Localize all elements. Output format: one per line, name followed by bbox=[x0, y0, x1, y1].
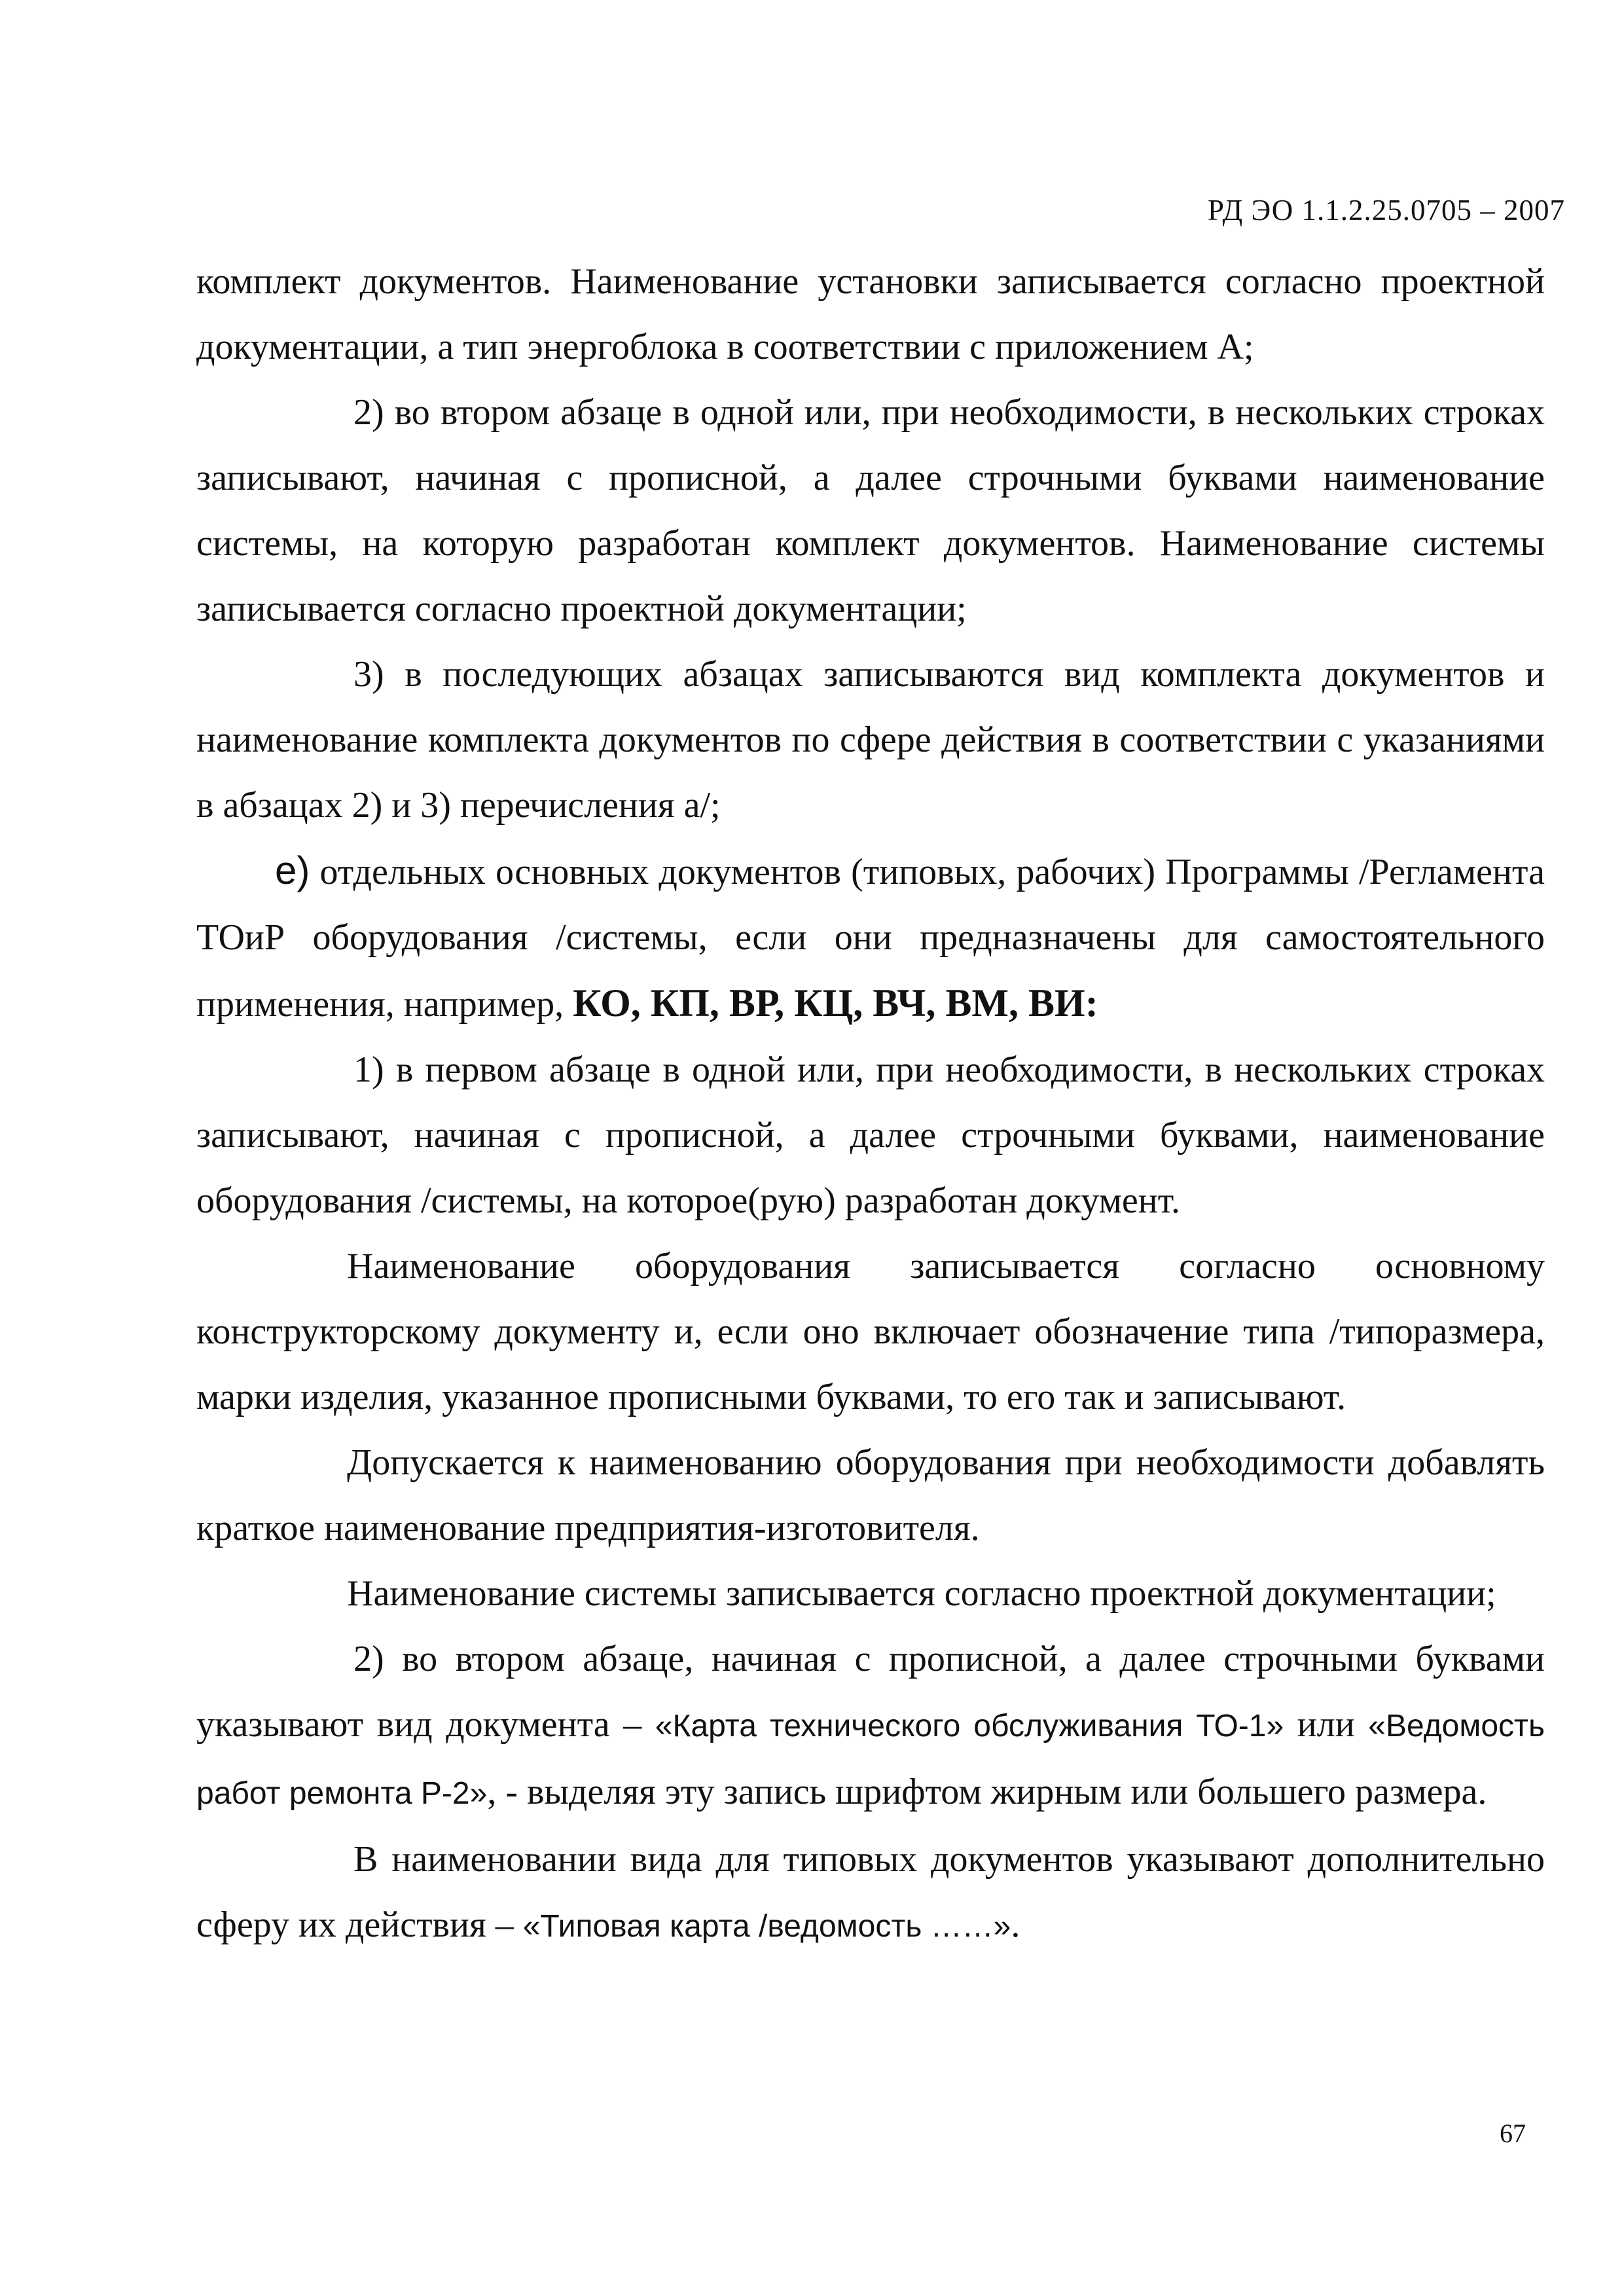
paragraph-10-end: . bbox=[1011, 1904, 1020, 1945]
paragraph-2: 2) во втором абзаце в одной или, при необходимости, в нескольких строках записывают, начиная с прописной, а далее строчными буквами наименование системы, на которую разработан комплект документов. Наименование системы записывается согласно проектной документации; bbox=[196, 392, 1545, 629]
paragraph-e bbox=[196, 838, 1545, 1037]
document-codes-colon: : bbox=[1085, 981, 1098, 1025]
document-body bbox=[196, 249, 1545, 1959]
paragraph-6: Наименование оборудования записывается согласно основному конструкторскому документу и, если оно включает обозначение типа /типоразмера, марки изделия, указанное прописными буквами, то его так и записывают. bbox=[196, 1246, 1545, 1417]
paragraph-9-or: или bbox=[1297, 1704, 1355, 1745]
quote-standard-card: «Типовая карта /ведомость ……» bbox=[522, 1909, 1011, 1944]
document-codes: КО, КП, ВР, КЦ, ВЧ, ВМ, ВИ bbox=[573, 981, 1085, 1025]
quote-repair-statement: «Ведомость работ ремонта Р-2» bbox=[196, 1709, 1545, 1811]
paragraph-9-end: , - выделяя эту запись шрифтом жирным или большего размера. bbox=[487, 1772, 1487, 1812]
paragraph-7: Допускается к наименованию оборудования при необходимости добавлять краткое наименование предприятия-изготовителя. bbox=[196, 1442, 1545, 1548]
paragraph-e-text: отдельных основных документов (типовых, рабочих) Программы /Регламента ТОиР оборудования /системы, если они предназначены для самостоятельного применения, например, bbox=[196, 852, 1545, 1025]
page-number: 67 bbox=[1500, 2119, 1526, 2148]
paragraph-10-start: В наименовании вида для типовых документов указывают дополнительно сферу их действия – bbox=[196, 1839, 1545, 1945]
paragraph-9 bbox=[196, 1626, 1545, 1827]
paragraph-3: 3) в последующих абзацах записываются вид комплекта документов и наименование комплекта документов по сфере действия в соответствии с указаниями в абзацах 2) и 3) перечисления а/; bbox=[196, 654, 1545, 826]
list-letter-e: е) bbox=[275, 848, 310, 892]
paragraph-8: Наименование системы записывается согласно проектной документации; bbox=[347, 1573, 1496, 1614]
paragraph-9-start: 2) во втором абзаце, начиная с прописной, а далее строчными буквами указывают вид документа – bbox=[196, 1639, 1545, 1745]
document-code-header: РД ЭО 1.1.2.25.0705 – 2007 bbox=[1207, 194, 1565, 227]
paragraph-1: комплект документов. Наименование установки записывается согласно проектной документации, а тип энергоблока в соответствии с приложением А; bbox=[196, 261, 1545, 367]
quote-maintenance-card: «Карта технического обслуживания ТО-1» bbox=[655, 1709, 1284, 1743]
paragraph-5: 1) в первом абзаце в одной или, при необходимости, в нескольких строках записывают, начиная с прописной, а далее строчными буквами, наименование оборудования /системы, на которое(рую) разработан документ. bbox=[196, 1049, 1545, 1221]
paragraph-10 bbox=[196, 1827, 1545, 1959]
